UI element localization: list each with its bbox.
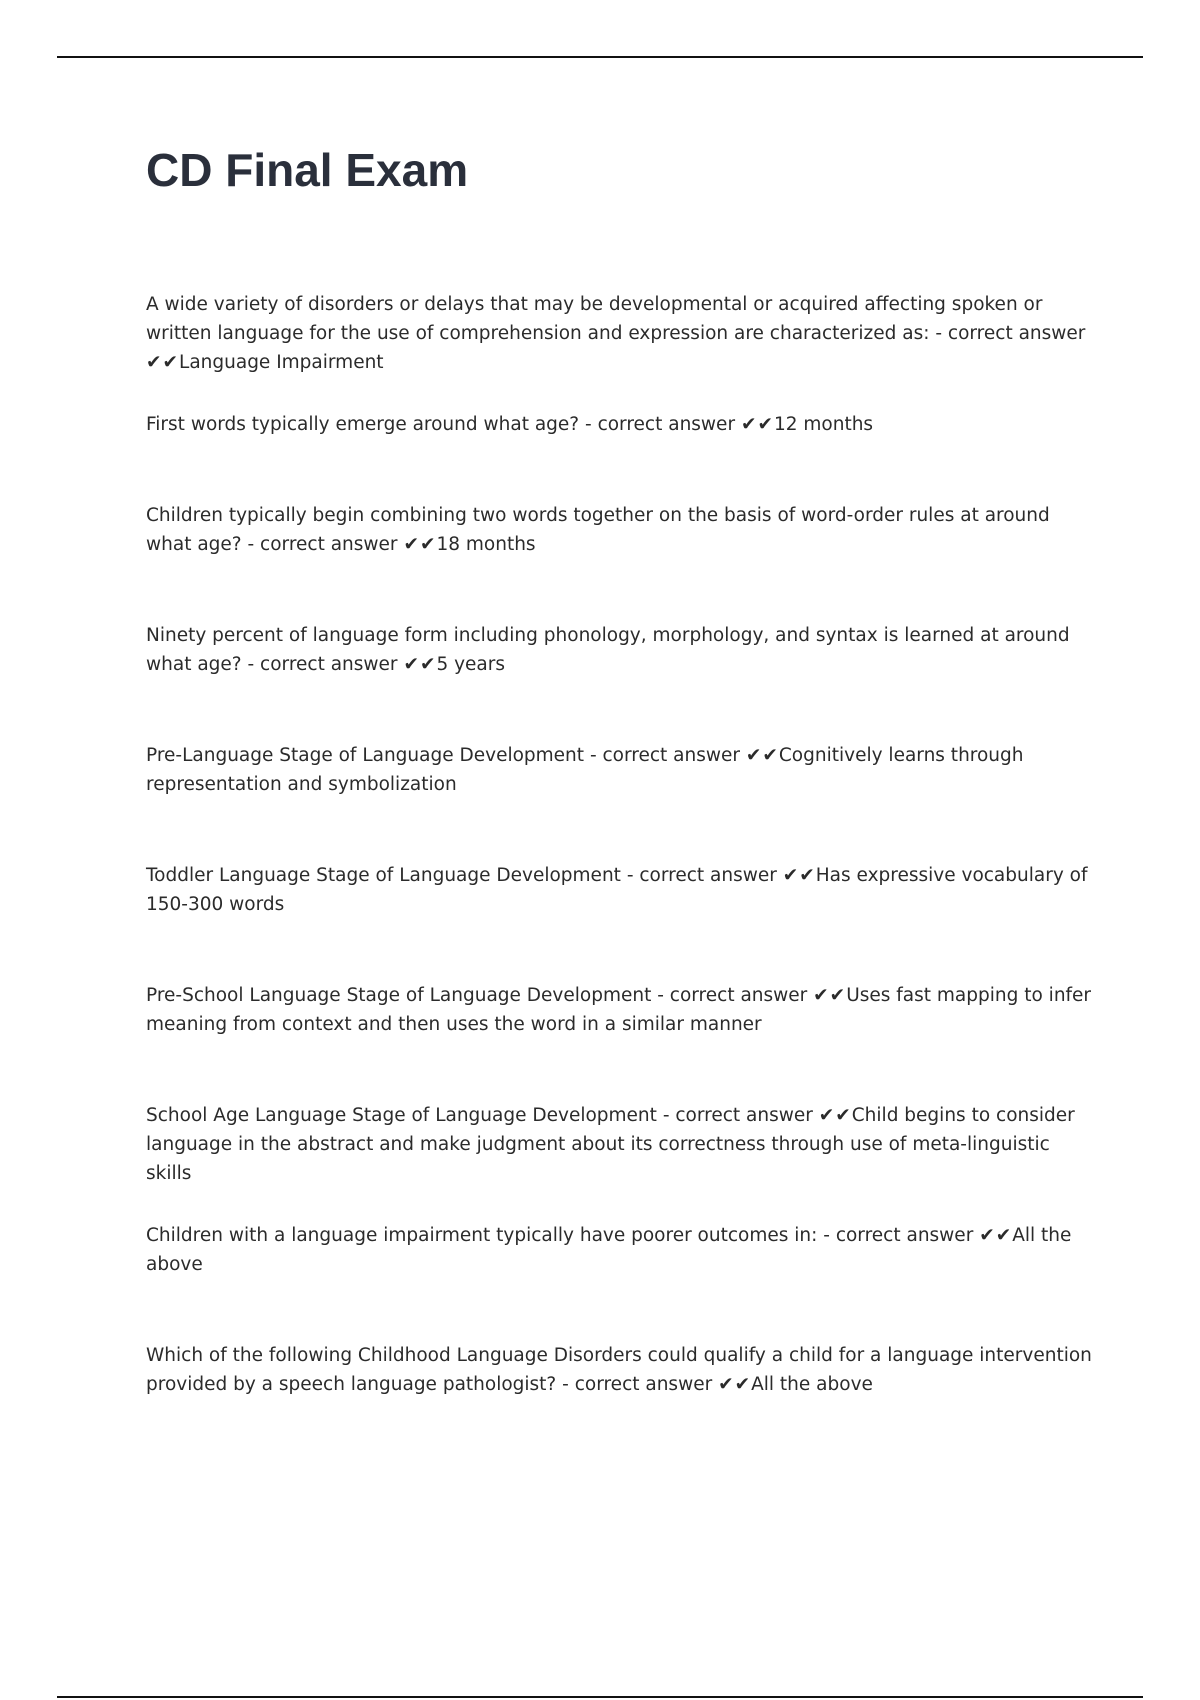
answer-text: 18 months [436,534,536,555]
answer-marker: - correct answer [626,865,777,886]
qa-item [146,501,1096,585]
qa-item [146,410,1096,464]
checkmark-icon: ✔✔ [813,985,847,1006]
answer-marker: - correct answer [823,1225,974,1246]
checkmark-icon: ✔✔ [718,1374,752,1395]
answer-marker: - correct answer [662,1105,813,1126]
qa-item [146,621,1096,705]
answer-marker: - correct answer [935,323,1086,344]
answer-marker: - correct answer [585,414,736,435]
qa-item [146,290,1096,374]
answer-text: Child begins to consider language in the abstract and make judgment about its correctness through use of meta-linguistic skills [146,1105,1075,1184]
question-text: First words typically emerge around what age? [146,414,580,435]
answer-text: Language Impairment [179,352,384,373]
checkmark-icon: ✔✔ [745,745,779,766]
answer-marker: - correct answer [247,534,398,555]
answer-marker: - correct answer [247,654,398,675]
answer-text: Has expressive vocabulary of 150-300 words [146,865,1088,915]
checkmark-icon: ✔✔ [818,1105,852,1126]
answer-marker: - correct answer [562,1374,713,1395]
qa-item [146,1221,1096,1305]
answer-text: 5 years [436,654,506,675]
top-rule [57,56,1143,58]
qa-item [146,1101,1096,1185]
question-text: Which of the following Childhood Language Disorders could qualify a child for a language intervention provided by a speech language pathologist? [146,1345,1092,1395]
question-text: Children with a language impairment typically have poorer outcomes in: [146,1225,818,1246]
question-text: Pre-Language Stage of Language Development [146,745,585,766]
page-title: CD Final Exam [146,144,469,196]
answer-text: 12 months [773,414,874,435]
question-text: Pre-School Language Stage of Language Development [146,985,652,1006]
checkmark-icon: ✔✔ [740,414,774,435]
qa-list [146,290,1096,1425]
question-text: Ninety percent of language form including phonology, morphology, and syntax is learned at around what age? [146,625,1070,675]
qa-item [146,1341,1096,1425]
answer-text: Uses fast mapping to infer meaning from context and then uses the word in a similar manner [146,985,1092,1035]
question-text: A wide variety of disorders or delays that may be developmental or acquired affecting spoken or written language for the use of comprehension and expression are characterized as: [146,294,1043,344]
checkmark-icon: ✔✔ [403,654,437,675]
answer-marker: - correct answer [589,745,740,766]
question-text: School Age Language Stage of Language Development [146,1105,657,1126]
checkmark-icon: ✔✔ [146,352,180,373]
answer-text: All the above [146,1225,1072,1275]
question-text: Toddler Language Stage of Language Development [146,865,621,886]
qa-item [146,861,1096,945]
checkmark-icon: ✔✔ [782,865,816,886]
bottom-rule [57,1696,1143,1698]
answer-marker: - correct answer [657,985,808,1006]
answer-text: Cognitively learns through representation and symbolization [146,745,1024,795]
qa-item [146,981,1096,1065]
checkmark-icon: ✔✔ [403,534,437,555]
answer-text: All the above [751,1374,873,1395]
checkmark-icon: ✔✔ [979,1225,1013,1246]
qa-item [146,741,1096,825]
question-text: Children typically begin combining two words together on the basis of word-order rules at around what age? [146,505,1050,555]
